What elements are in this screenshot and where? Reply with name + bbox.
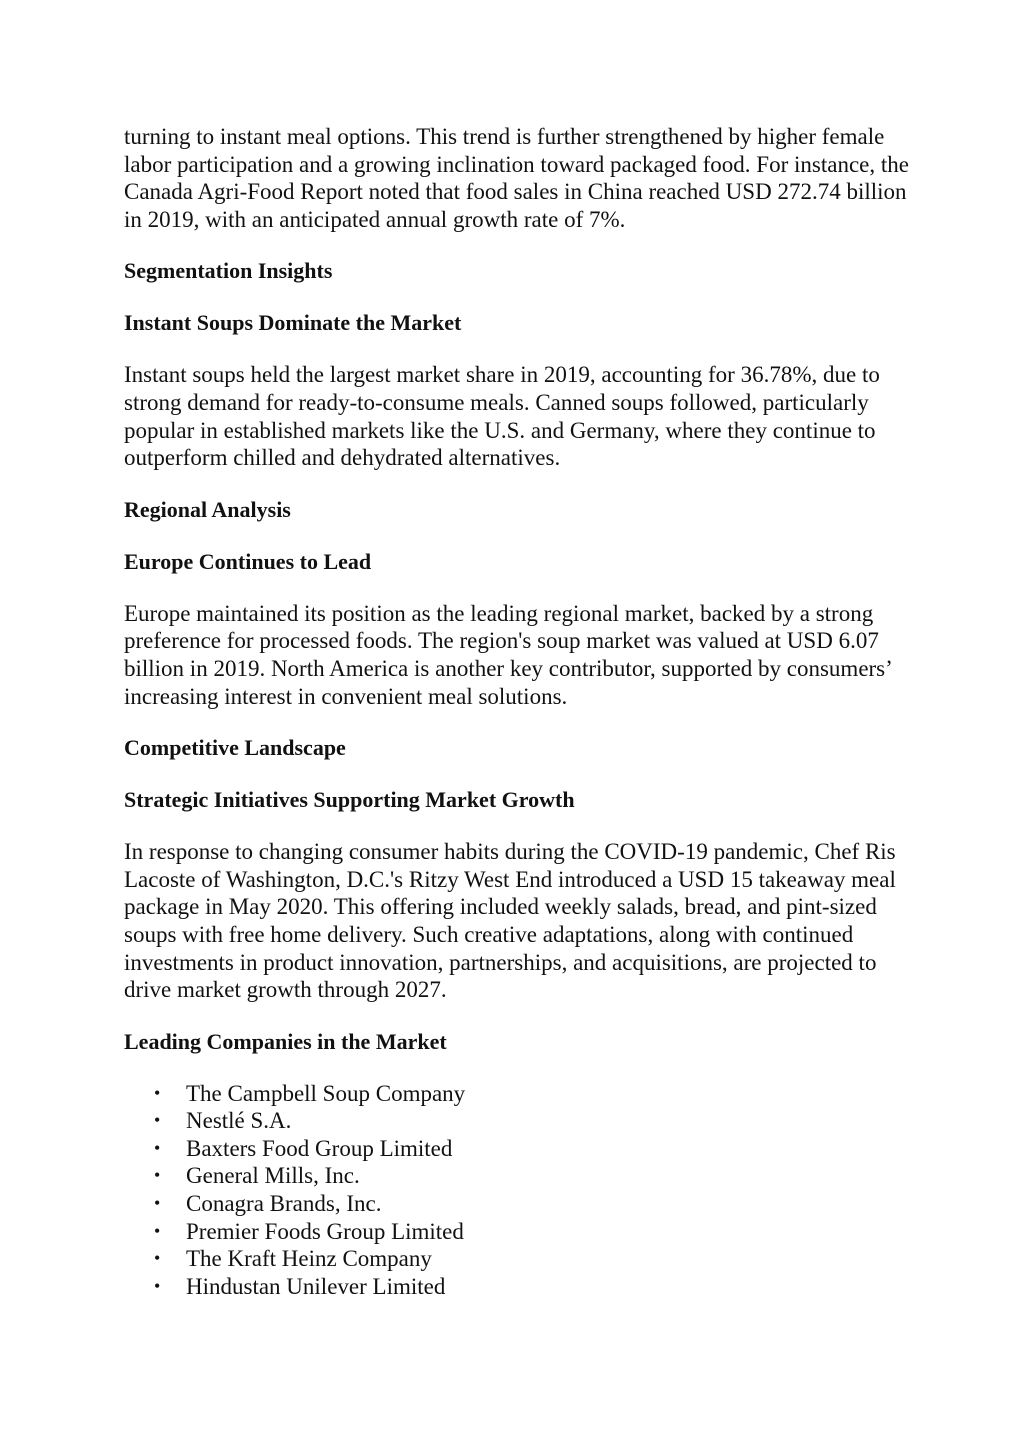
list-item [124, 1135, 914, 1163]
company-name: Nestlé S.A. [186, 1108, 292, 1134]
company-name: General Mills, Inc. [186, 1163, 360, 1189]
regional-paragraph: Europe maintained its position as the leading regional market, backed by a strong preference for processed foods. The region's soup market was valued at USD 6.07 billion in 2019. North America is another key contributor, supported by consumers’ increasing interest in convenient meal solutions. [124, 600, 892, 709]
segmentation-heading: Segmentation Insights [124, 258, 333, 284]
list-item [124, 1218, 914, 1246]
segmentation-paragraph: Instant soups held the largest market share in 2019, accounting for 36.78%, due to strong demand for ready-to-consume meals. Canned soups followed, particularly popular in established markets like the U.S. and Germany, where they continue to outperform chilled and dehydrated alternatives. [124, 362, 880, 471]
list-item [124, 1273, 914, 1301]
regional-heading: Regional Analysis [124, 496, 291, 522]
list-item [124, 1245, 914, 1273]
competitive-heading: Competitive Landscape [124, 735, 346, 761]
company-name: The Campbell Soup Company [186, 1080, 466, 1106]
list-item [124, 1190, 914, 1218]
bullet-icon: • [154, 1137, 161, 1158]
list-item [124, 1107, 914, 1135]
company-name: Hindustan Unilever Limited [186, 1273, 446, 1299]
regional-subheading: Europe Continues to Lead [124, 548, 372, 574]
list-item [124, 1162, 914, 1190]
segmentation-subheading: Instant Soups Dominate the Market [124, 310, 462, 336]
bullet-icon: • [154, 1165, 161, 1186]
companies-list [124, 1080, 914, 1301]
competitive-paragraph: In response to changing consumer habits during the COVID-19 pandemic, Chef Ris Lacoste of Washington, D.C.'s Ritzy West End introduced a USD 15 takeaway meal package in May 2020. This offering included weekly salads, bread, and pint-sized soups with free home delivery. Such creative adaptations, along with continued investments in product innovation, partnerships, and acquisitions, are projected to drive market growth through 2027. [124, 839, 896, 1003]
companies-heading: Leading Companies in the Market [124, 1028, 447, 1054]
intro-paragraph: turning to instant meal options. This trend is further strengthened by higher female labor participation and a growing inclination toward packaged food. For instance, the Canada Agri-Food Report noted that food sales in China reached USD 272.74 billion in 2019, with an anticipated annual growth rate of 7%. [124, 124, 909, 232]
company-name: Conagra Brands, Inc. [186, 1191, 382, 1217]
bullet-icon: • [154, 1082, 161, 1103]
bullet-icon: • [154, 1110, 161, 1131]
bullet-icon: • [154, 1275, 161, 1296]
list-item [124, 1080, 914, 1108]
bullet-icon: • [154, 1193, 161, 1214]
bullet-icon: • [154, 1220, 161, 1241]
company-name: Baxters Food Group Limited [186, 1135, 453, 1161]
bullet-icon: • [154, 1248, 161, 1269]
company-name: Premier Foods Group Limited [186, 1218, 464, 1244]
document-page [124, 123, 914, 1300]
competitive-subheading: Strategic Initiatives Supporting Market Growth [124, 787, 575, 813]
company-name: The Kraft Heinz Company [186, 1246, 432, 1272]
